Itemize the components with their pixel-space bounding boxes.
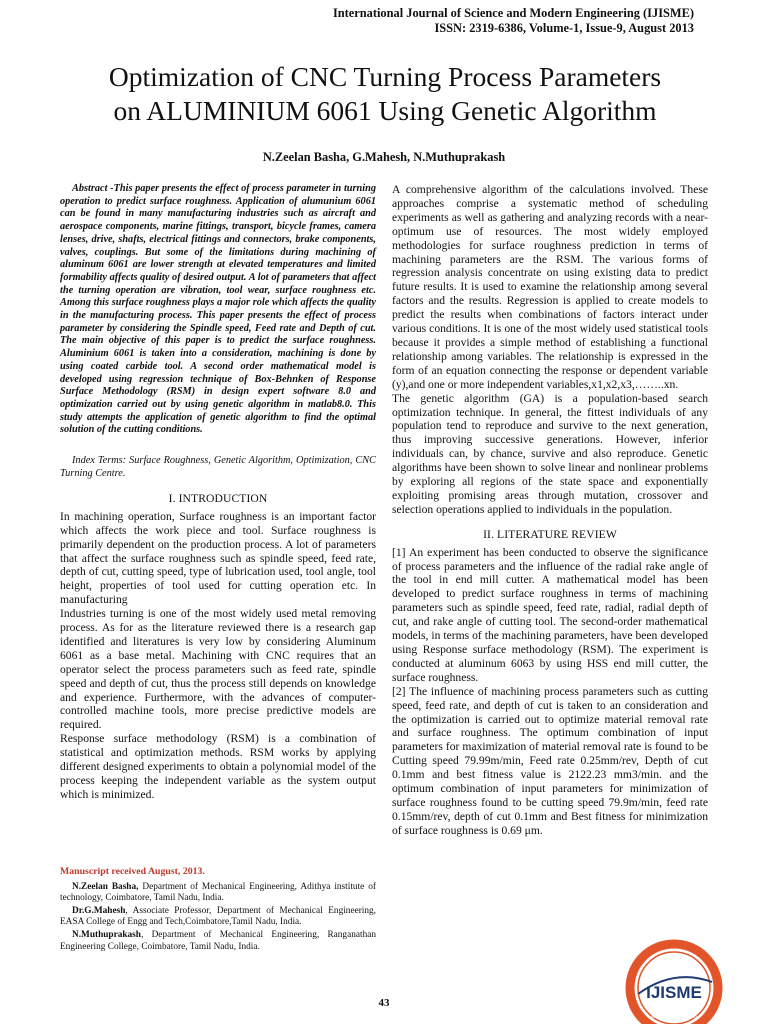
right-column [392,183,708,838]
footnote-author-name: N.Muthuprakash [72,929,141,940]
title-line-1: Optimization of CNC Turning Process Parameters [108,61,662,92]
left-column [60,183,376,802]
journal-name: International Journal of Science and Modern Engineering (IJISME) [332,6,694,20]
footnote-author-affiliation: Department of Mechanical Engineering, Adithya institute of technology, Coimbatore, Tamil Nadu, India. [60,881,376,904]
footnote-author-name: Dr.G.Mahesh [72,905,126,916]
logo-text: IJISME [646,983,702,1002]
footnote-author-affiliation: , Associate Professor, Department of Mechanical Engineering, EASA College of Engg and Tech,Coimbatore,Tamil Nadu, India. [60,905,376,928]
intro-paragraph-3: Response surface methodology (RSM) is a combination of statistical and optimization methods. RSM works by applying different designed experiments to obtain a polynomial model of the process keeping the independent variable as the system output which is minimized. [60,732,376,801]
manuscript-received: Manuscript received August, 2013. [60,866,205,877]
literature-paragraph-2: [2] The influence of machining process parameters such as cutting speed, feed rate, and depth of cut is taken to an consideration and the optimization is carried out to optimize material removal rate and surface roughness. The optimum combination of input parameters for maximization of material removal rate is found to be Cutting speed 79.99m/min, Feed rate 0.25mm/rev, Depth of cut 0.1mm and best fitness value is 2122.23 mm3/min. and the optimum combination of input parameters for minimization of surface roughness found to be cutting speed 79.9m/min, feed rate 0.15mm/rev, depth of cut 0.1mm and Best fitness for minimization of surface roughness is 0.69 μm. [392,684,708,837]
journal-header [333,6,694,36]
title-line-2: on ALUMINIUM 6061 Using Genetic Algorithm [113,95,657,126]
paper-title [40,60,730,128]
intro-paragraph-2: Industries turning is one of the most widely used metal removing process. As for as the literature reviewed there is a research gap identified and literatures is very low by considering Aluminum 6061 as a base metal. Machining with CNC requires that an operator select the process parameters such as feed rate, spindle speed and depth of cut, thus the process still depends on knowledge and experience. Furthermore, with the advances of computer-controlled machine tools, more precise predictive models are required. [60,607,376,732]
footnote-author-name: N.Zeelan Basha, [72,881,139,892]
methods-paragraph-2: The genetic algorithm (GA) is a population-based search optimization technique. In general, the fittest individuals of any population tend to reproduce and survive to the next generation, thus improving successive generations. However, inferior individuals can, by chance, survive and also reproduce. Genetic algorithms have been shown to solve linear and nonlinear problems by exploring all regions of the state space and exponentially exploiting promising areas through mutation, crossover and selection operations applied to individuals in the population. [392,391,708,516]
footnote-author-1 [60,882,376,905]
author-list: N.Zeelan Basha, G.Mahesh, N.Muthuprakash [262,150,506,164]
section-heading-introduction: I. INTRODUCTION [168,491,268,505]
footnote-author-affiliation: , Department of Mechanical Engineering, Ranganathan Engineering College, Coimbatore, Tamil Nadu, India. [60,929,376,952]
footnote-author-2 [60,906,376,929]
literature-paragraph-1: [1] An experiment has been conducted to observe the significance of process parameters and the influence of the radial rake angle of the tool in end mill cutter. A mathematical model has been developed to predict surface roughness in terms of machining parameters such as spindle speed, feed rate, radial, radial depth of cut, and rake angle of cutting tool. The second-order mathematical models, in terms of the machining parameters, have been developed using Response surface methodology (RSM). The experiment is conducted at aluminum 6063 by using HSS end mill cutter, the surface roughness. [392,545,708,684]
footnote-author-3 [60,930,376,953]
journal-issn: ISSN: 2319-6386, Volume-1, Issue-9, August 2013 [434,21,694,35]
footnotes [60,866,376,954]
ijisme-logo [624,938,724,1024]
logo-ring-text: Exploring Innovation [651,1014,697,1020]
section-heading-literature-review: II. LITERATURE REVIEW [483,527,617,541]
intro-paragraph-1: In machining operation, Surface roughness is an important factor which affects the work piece and tool. Surface roughness is primarily dependent on the production process. A lot of parameters that affect the surface roughness such as spindle speed, feed rate, depth of cut, cutting speed, type of lubrication used, tool angle, tool height, properties of tool used for cutting operation etc. In manufacturing [60,509,376,607]
methods-paragraph-1: A comprehensive algorithm of the calculations involved. These approaches comprise a systematic method of scheduling experiments as well as gathering and analyzing records with a near-optimum use of resources. The most widely employed methodologies for surface roughness prediction in terms of machining parameters are the RSM. The various forms of regression analysis concentrate on using existing data to predict future results. It is used to examine the relationship among several factors and the results. Regression is applied to create models to predict the results when combinations of factors interact under various conditions. It is one of the most widely used statistical tools because it provides a simple method of establishing a functional relationship among variables. The relationship is expressed in the form of an equation connecting the response or dependent variable (y),and one or more independent variables,x1,x2,x3,……..xn. [392,183,708,391]
page-number: 43 [378,997,390,1009]
abstract: Abstract -This paper presents the effect of process parameter in turning operation to predict surface roughness. Application of alumunium 6061 can be found in many manufacturing industries such as aircraft and aerospace components, marine fittings, transport, bicycle frames, camera lenses, drive, shafts, electrical fittings and connectors, brake components, valves, couplings. But some of the limitations during machining of aluminum 6061 are lower strength at elevated temperatures and limited formability affects quality of desired output. A lot of parameters that affect the turning operation are vibration, tool wear, surface roughness etc. Among this surface roughness plays a major role which affects the quality in the manufacturing process. This paper presents the effect of process parameter by considering the Spindle speed, Feed rate and Depth of cut. The main objective of this paper is to predict the surface roughness. Aluminium 6061 is taken into a consideration, machining is done by using coated carbide tool. A second order mathematical model is developed using regression technique of Box-Behnken of Response Surface Methodology (RSM) in design expert software 8.0 and optimization carried out by using genetic algorithm in matlab8.0. This study attempts the application of genetic algorithm to find the optimal solution of the cutting conditions. [60,183,376,436]
index-terms: Index Terms: Surface Roughness, Genetic Algorithm, Optimization, CNC Turning Centre. [60,455,376,479]
